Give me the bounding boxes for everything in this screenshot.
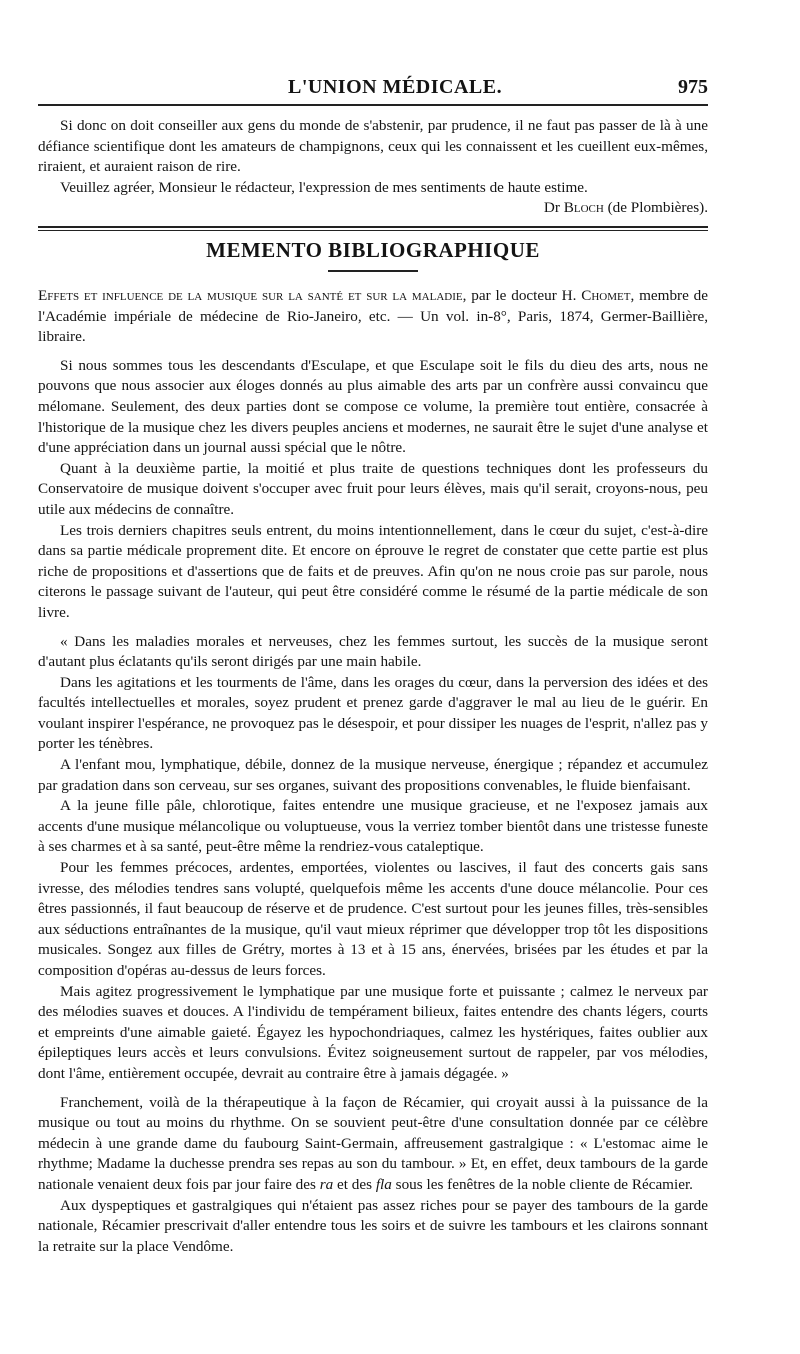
review-paragraph: Quant à la deuxième partie, la moitié et plus traite de questions techniques dont les professeurs du Conservatoire de musique doivent s'occuper avec fruit pour leurs élèves, mais qu'il serait, croyons-nous, peu utile aux médecins de connaître. [38, 459, 708, 518]
book-publication: membre de l'Académie impériale de médecine de Rio-Janeiro, etc. — Un vol. in-8°, Paris, 1874, Germer-Baillière, libraire. [38, 287, 708, 346]
review-paragraph [38, 1093, 708, 1196]
section-title: MEMENTO BIBLIOGRAPHIQUE [206, 238, 540, 262]
signature-place: (de Plombières). [607, 199, 708, 217]
recamier-text-mid: et des [337, 1175, 373, 1193]
quotation-paragraph: Dans les agitations et les tourments de l'âme, dans les orages du cœur, dans la perversion des idées et des facultés intellectuelles et morales, soyez prudent et prenez garde d'aggraver le mal au lieu de le guérir. En voulant inspirer l'espérance, ne provoquez pas le désespoir, et pour dissiper les nuages de l'esprit, n'allez pas y porter les ténèbres. [38, 673, 708, 753]
book-author: Chomet, [581, 287, 635, 304]
section-rule-bottom [38, 230, 708, 231]
recamier-text: Franchement, voilà de la thérapeutique à la façon de Récamier, qui croyait aussi à la puissance de la musique ou tout au moins du rhythme. On se souvient peut-être d'une consultation donnée par ce célèbre médecin à une grande dame du faubourg Saint-Germain, affreusement gastralgique : « L'estomac aime le rhythme; Madame la duchesse prendra ses repas au son du tambour. » Et, en effet, deux tambours de la garde nationale venaient deux fois par jour faire des [38, 1093, 708, 1193]
book-author-prefix: par le docteur H. [471, 287, 577, 304]
signature-title: Dr [543, 199, 560, 217]
quotation-paragraph: « Dans les maladies morales et nerveuses, chez les femmes surtout, les succès de la musique seront d'autant plus éclatants qu'ils seront dirigés par une main habile. [38, 632, 708, 671]
page-header [38, 76, 708, 100]
signature-name: Bloch [563, 199, 604, 217]
quotation-paragraph: Pour les femmes précoces, ardentes, emportées, violentes ou lascives, il faut des concerts gais sans ivresse, des mélodies tendres sans volupté, quelquefois même les accents d'une douce mélancolie. Pour ces êtres passionnés, il faut beaucoup de réserve et de prudence. C'est surtout pour les jeunes filles, très-sensibles aux séductions entraînantes de la musique, qu'il vaut mieux réprimer que développer trop tôt les dispositions musicales. Songez aux filles de Grétry, mortes à 13 et à 15 ans, énervées, brisées par les études et par la composition d'opéras au-dessus de leurs forces. [38, 859, 708, 979]
letter-signature [38, 198, 708, 219]
book-title: Effets et influence de la musique sur la santé et sur la maladie, [38, 287, 467, 304]
review-paragraph: Aux dyspeptiques et gastralgiques qui n'étaient pas assez riches pour se payer des tambours de la garde nationale, Récamier prescrivait d'aller entendre tous les soirs et de suivre les tambours et les clairons sonnant la retraite sur la place Vendôme. [38, 1196, 708, 1255]
drum-term-ra: ra [319, 1175, 334, 1193]
letter-paragraph: Si donc on doit conseiller aux gens du monde de s'abstenir, par prudence, il ne faut pas passer de là à une défiance scientifique dont les amateurs de champignons, ceux qui les connaissent et les cueillent eux-mêmes, riraient, et auraient raison de rire. [38, 117, 708, 176]
review-paragraph: Si nous sommes tous les descendants d'Esculape, et que Esculape soit le fils du dieu des arts, nous ne pouvons que nous associer aux éloges donnés au plus aimable des arts par un confrère aussi convaincu que mélomane. Seulement, des deux parties dont se compose ce volume, la première tout entière, consacrée à l'historique de la musique chez les divers peuples anciens et modernes, ne saurait être le sujet d'une analyse et d'une appréciation dans un journal aussi spécial que le nôtre. [38, 356, 708, 457]
quotation-paragraph: A la jeune fille pâle, chlorotique, faites entendre une musique gracieuse, et ne l'exposez jamais aux accents d'une musique mélancolique ou voluptueuse, vous la verriez tomber bientôt dans une tristesse funeste à ses charmes et à sa santé, peut-être même la rendriez-vous cataleptique. [38, 797, 708, 856]
drum-term-fla: fla [375, 1175, 392, 1193]
book-citation [38, 286, 708, 348]
recamier-text-end: sous les fenêtres de la noble cliente de Récamier. [395, 1175, 693, 1193]
page-number: 975 [678, 76, 708, 98]
quotation-paragraph: Mais agitez progressivement le lymphatique par une musique forte et puissante ; calmez le nerveux par des mélodies suaves et douces. A l'individu de tempérament bilieux, faites entendre des chants légers, courts et empreints d'une aimable gaieté. Égayez les hypochondriaques, calmez les hystériques, faites oublier aux épileptiques leurs accès et leurs convulsions. Évitez soigneusement surtout de rappeler, par vos mélodies, dont l'âme, entièrement occupée, devrait au contraire être à jamais dégagée. » [38, 982, 708, 1082]
review-paragraph: Les trois derniers chapitres seuls entrent, du moins intentionnellement, dans le cœur du sujet, c'est-à-dire dans sa partie médicale proprement dite. Et encore on éprouve le regret de constater que cette partie est plus riche de propositions et d'assertions que de faits et de preuves. Afin qu'on ne nous croie pas sur parole, nous citerons le passage suivant de l'auteur, qui peut être considéré comme le résumé de la partie médicale de son livre. [38, 521, 708, 621]
title-underline [328, 270, 418, 272]
quotation-paragraph: A l'enfant mou, lymphatique, débile, donnez de la musique nerveuse, énergique ; répandez et accumulez par gradation dans son cerveau, sur ses organes, suivant des propositions convenables, le fluide bienfaisant. [38, 756, 708, 794]
letter-conclusion [38, 116, 708, 219]
running-title: L'UNION MÉDICALE. [288, 76, 503, 98]
section-rule-top [38, 226, 708, 228]
header-rule [38, 104, 708, 106]
book-review [38, 286, 708, 1257]
letter-closing: Veuillez agréer, Monsieur le rédacteur, l'expression de mes sentiments de haute estime. [60, 178, 588, 196]
